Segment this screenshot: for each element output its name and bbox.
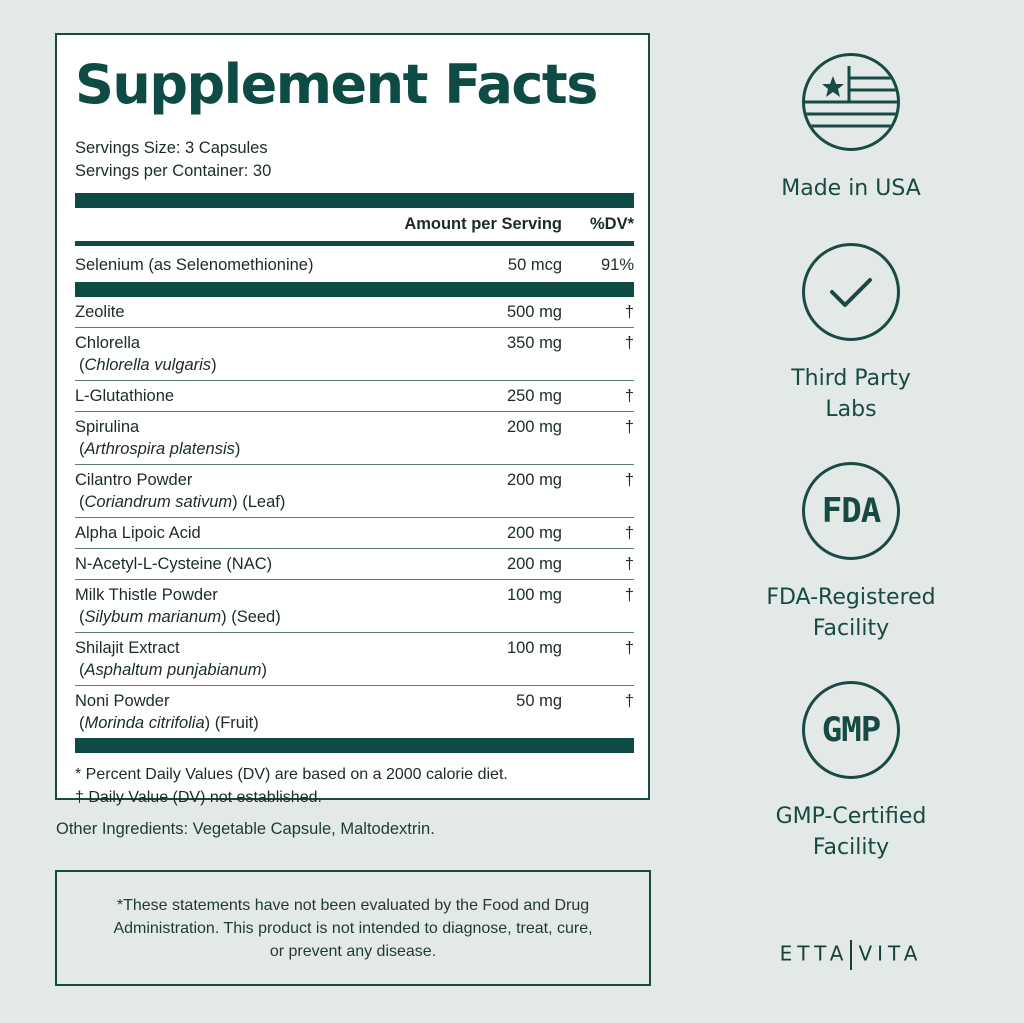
ingredient-row [75,633,634,686]
ingredient-row [75,328,634,381]
divider-thick [75,738,634,753]
ingredient-name: N-Acetyl-L-Cysteine (NAC) [75,555,273,573]
ingredient-dv: † [624,303,634,321]
ingredient-dv: † [624,639,634,657]
ingredient-latin-name: (Arthrospira platensis) [79,440,241,458]
ingredient-row [75,412,634,465]
ingredient-name: Shilajit Extract (Asphaltum punjabianum) [75,637,422,681]
ingredient-amount: 500 mg [506,303,562,321]
ingredient-row [75,518,634,549]
ingredient-list [75,297,634,738]
amount-per-serving-header: Amount per Serving [404,215,562,233]
ingredient-dv: † [624,334,634,352]
dv-header: %DV* [589,215,634,233]
checkmark-icon [802,243,900,341]
ingredient-amount: 200 mg [506,418,562,436]
ingredient-latin-name: (Silybum marianum) (Seed) [79,608,281,626]
brand-logo: ETTA VITA [740,940,962,970]
badge-fda-registered [740,462,962,644]
ingredient-amount: 250 mg [506,387,562,405]
ingredient-amount: 50 mg [516,692,562,710]
badge-third-party-labs [740,243,962,425]
badge-gmp-certified [740,681,962,863]
ingredient-name: L-Glutathione [75,387,175,405]
serving-size: Servings Size: 3 Capsules [75,139,268,157]
ingredient-dv: † [624,555,634,573]
badge-made-in-usa [740,53,962,204]
ingredient-latin-name: (Coriandrum sativum) (Leaf) [79,493,286,511]
ingredient-row [75,686,634,738]
ingredient-dv: † [624,471,634,489]
footnote-dv: * Percent Daily Values (DV) are based on a 2000 calorie diet. [75,766,508,783]
ingredient-dv: † [624,524,634,542]
ingredient-row [75,465,634,518]
ingredient-amount: 200 mg [506,471,562,489]
badge-label: GMP-Certified Facility [775,804,927,860]
badge-label: FDA-Registered Facility [766,585,936,641]
ingredient-name: Spirulina (Arthrospira platensis) [75,416,422,460]
ingredient-dv: † [624,692,634,710]
ingredient-name: Alpha Lipoic Acid [75,524,201,542]
ingredient-dv: † [624,418,634,436]
fda-icon: FDA [802,462,900,560]
badge-label: Made in USA [781,176,921,201]
gmp-icon: GMP [802,681,900,779]
ingredient-name: Cilantro Powder (Coriandrum sativum) (Leaf) [75,469,422,513]
fda-disclaimer [55,870,651,986]
disclaimer-text: *These statements have not been evaluated by the Food and Drug Administration. This product is not intended to diagnose, treat, cure, or prevent any disease. [113,896,593,960]
ingredient-latin-name: (Chlorella vulgaris) [79,356,217,374]
ingredient-amount: 100 mg [506,586,562,604]
supplement-facts-panel [55,33,650,806]
ingredient-name: Milk Thistle Powder (Silybum marianum) (Seed) [75,584,422,628]
footnotes [75,763,634,809]
nutrient-row-selenium: Selenium (as Selenomethionine) 50 mcg 91% [75,256,634,274]
badge-label: Third Party Labs [791,366,911,422]
ingredient-row [75,549,634,580]
ingredient-row [75,580,634,633]
other-ingredients: Other Ingredients: Vegetable Capsule, Maltodextrin. [56,820,435,838]
ingredient-dv: † [624,387,634,405]
ingredient-latin-name: (Asphaltum punjabianum) [79,661,268,679]
ingredient-row [75,381,634,412]
facts-header-row [75,208,634,241]
ingredient-name: Chlorella (Chlorella vulgaris) [75,332,422,376]
ingredient-name: Zeolite [75,303,125,321]
ingredient-name: Noni Powder (Morinda citrifolia) (Fruit) [75,690,422,734]
ingredient-amount: 100 mg [506,639,562,657]
divider-thick [75,193,634,208]
us-flag-icon [802,53,900,151]
ingredient-dv: † [624,586,634,604]
ingredient-amount: 200 mg [506,524,562,542]
ingredient-latin-name: (Morinda citrifolia) (Fruit) [79,714,259,732]
divider-thick [75,282,634,297]
servings-per-container: Servings per Container: 30 [75,162,272,180]
ingredient-row [75,297,634,328]
ingredient-amount: 350 mg [506,334,562,352]
footnote-dagger: † Daily Value (DV) not established. [75,789,322,806]
facts-title: Supplement Facts [75,53,597,116]
ingredient-amount: 200 mg [506,555,562,573]
